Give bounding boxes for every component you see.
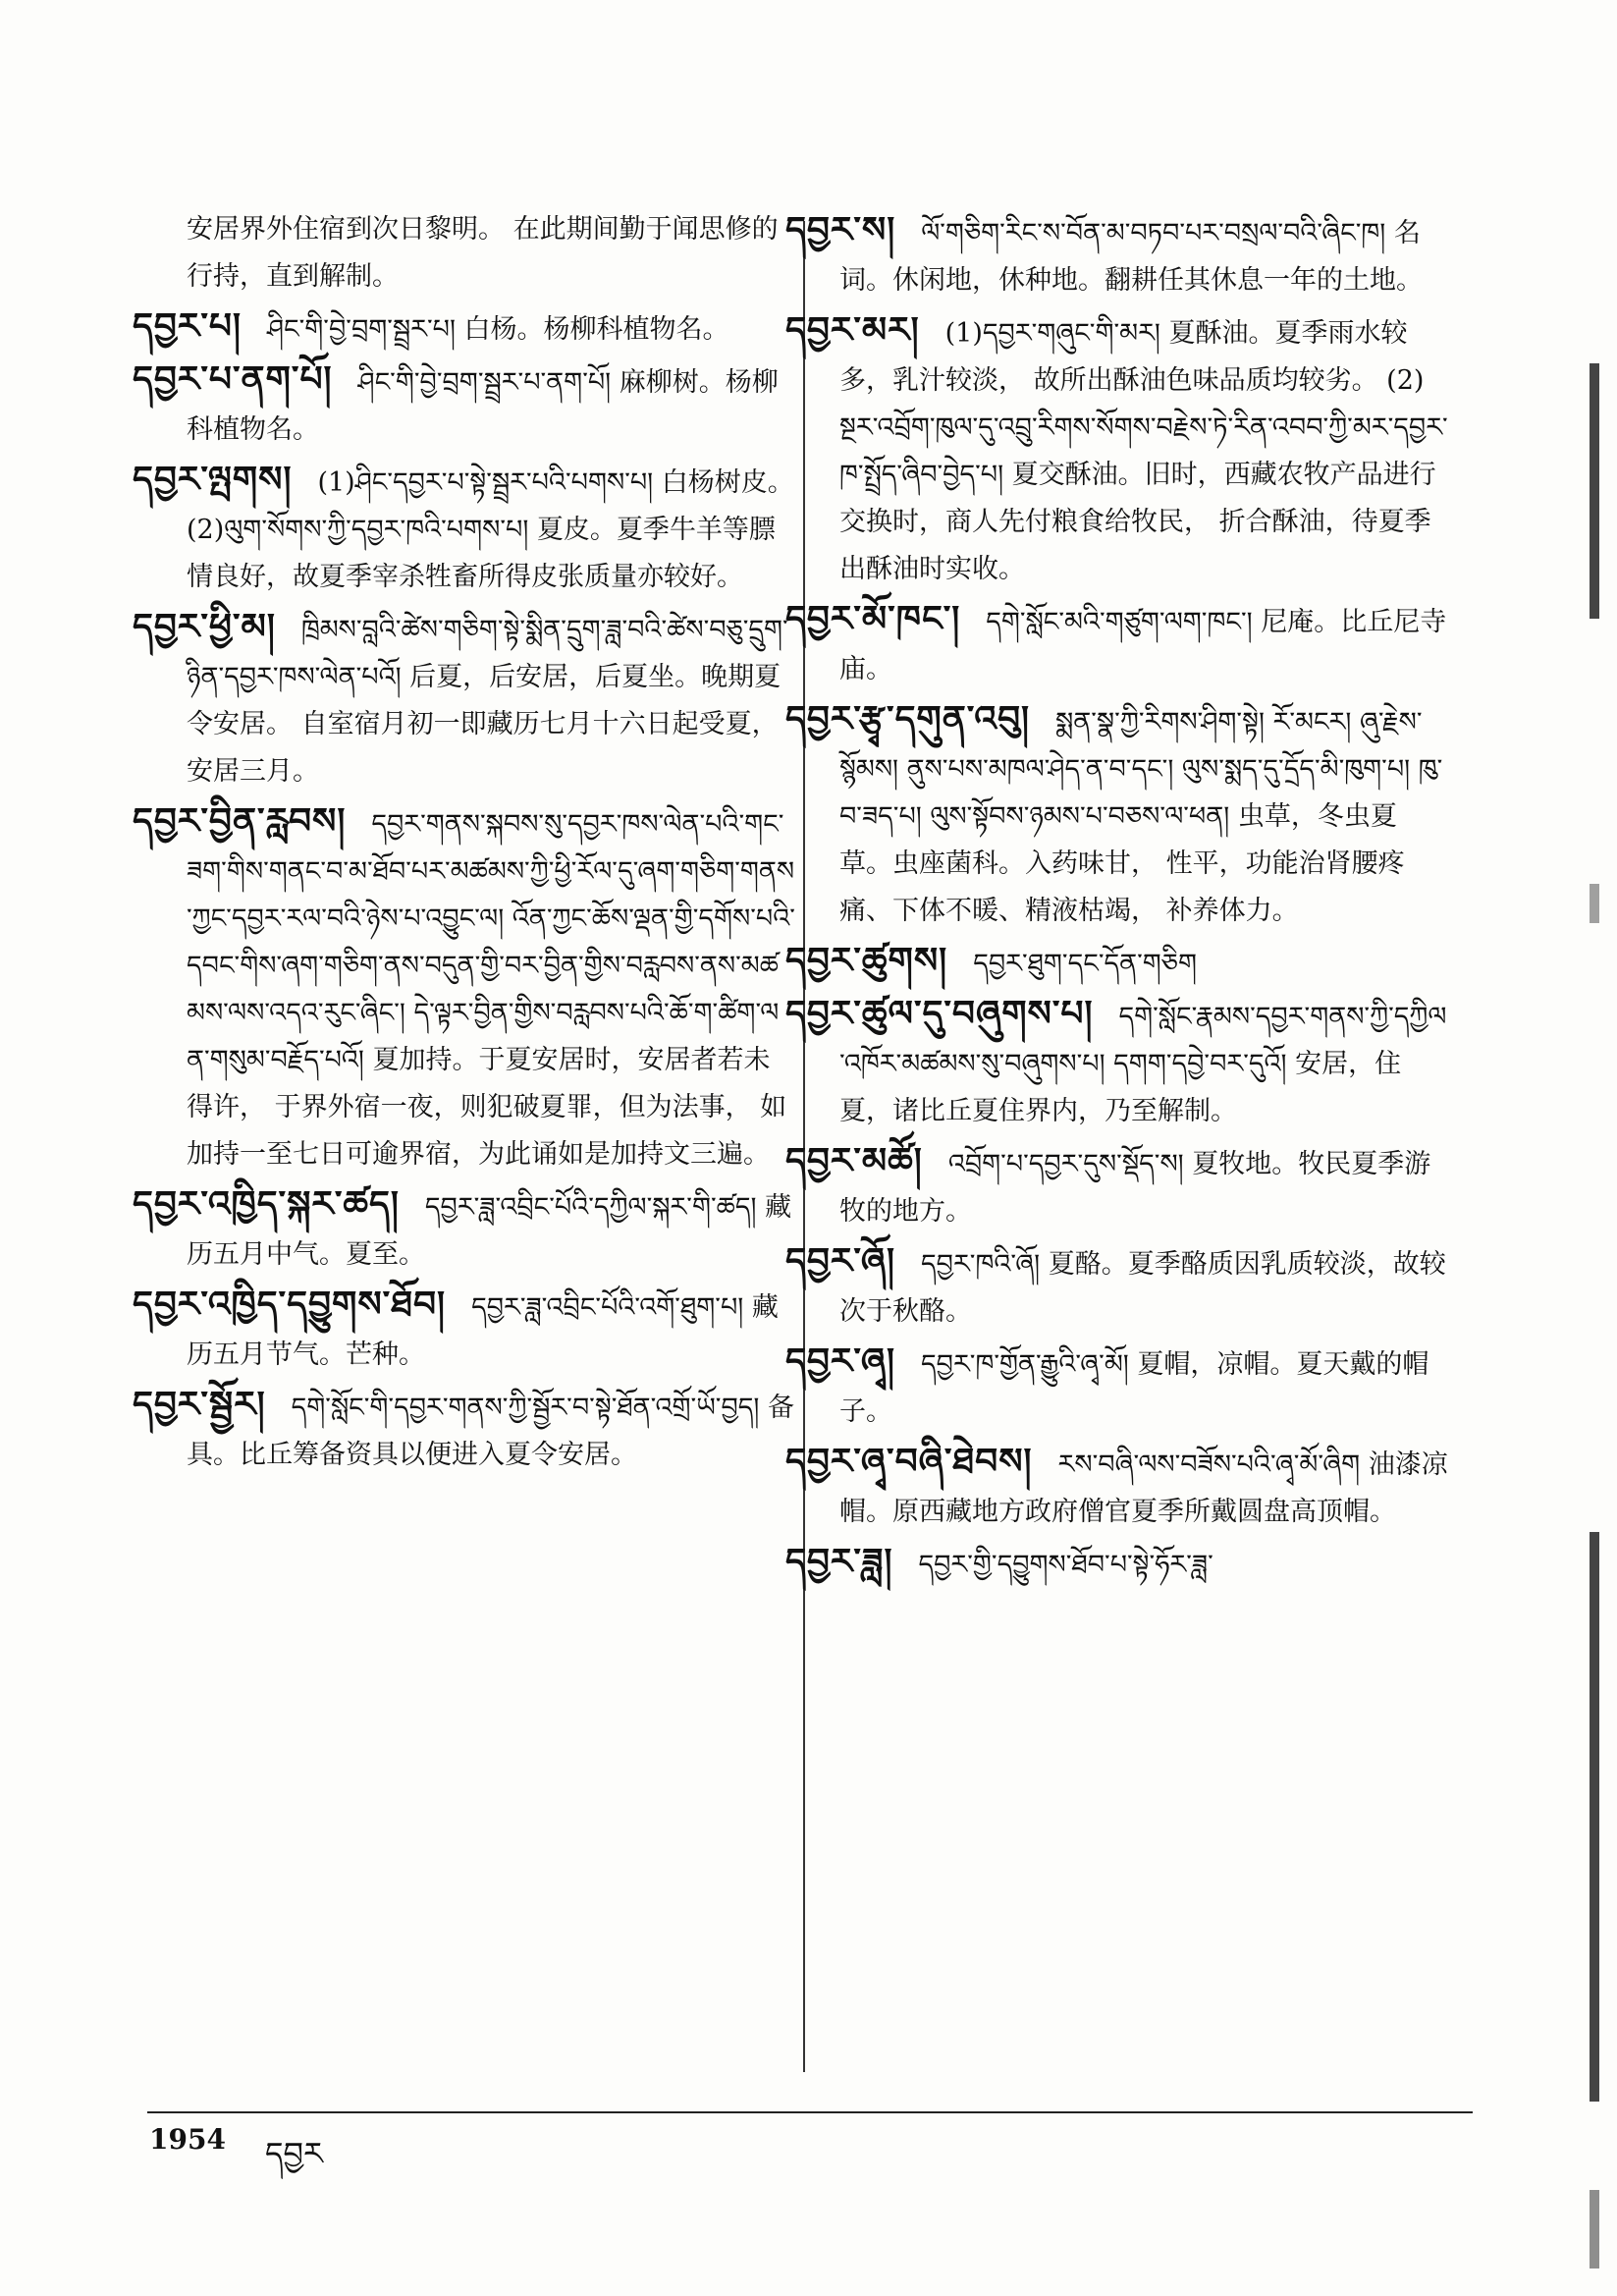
right-column [785, 206, 1448, 1591]
dictionary-entry [133, 355, 795, 454]
entry-headword: དབྱར་ཕྱི་མ། [133, 606, 276, 647]
dictionary-entry [785, 1538, 1448, 1589]
dictionary-entry [785, 695, 1448, 935]
entry-definition: (1)ཤིང་དབྱར་པ་སྟེ་སྦྲར་པའི་པགས་པ། 白杨树皮。 (2)ལུག་སོགས་ཀྱི་དབྱར་ཁའི་པགས་པ། 夏皮。夏季牛羊等膘情良好，故夏季宰杀牲畜所得皮张质量亦较好。 [187, 467, 794, 592]
dictionary-entry [785, 206, 1448, 304]
entry-headword: དབྱར་ཞོ། [785, 1240, 896, 1282]
entry-definition: འབྲོག་པ་དབྱར་དུས་སྡོད་ས། 夏牧地。牧民夏季游牧的地方。 [839, 1149, 1431, 1227]
entry-headword: དབྱར་ལྤགས། [133, 459, 293, 500]
entry-headword: དབྱར་མོ་ཁང་། [785, 598, 961, 639]
entry-headword: དབྱར་མར། [785, 309, 920, 351]
entry-headword: དབྱར་འཁྱིད་སྐར་ཚད། [133, 1183, 400, 1225]
entry-definition: ཤིང་གི་བྱེ་བྲག་སྦྲར་པ། 白杨。杨柳科植物名。 [266, 314, 729, 345]
dictionary-entry [785, 990, 1448, 1135]
dictionary-entry [785, 1237, 1448, 1336]
entry-definition: དགེ་སློང་གི་དབྱར་གནས་ཀྱི་སྦྱོར་བ་སྟེ་ཐོན་འགྲོ་ཡོ་བྱད། 备具。比丘筹备资具以便进入夏令安居。 [187, 1393, 794, 1470]
page-number: 1954 [149, 2123, 226, 2156]
dictionary-entry [133, 1381, 795, 1479]
dictionary-entry [133, 456, 795, 601]
entry-headword: དབྱར་ཞྭ། [785, 1340, 896, 1382]
entry-definition: སྨན་སྣ་ཀྱི་རིགས་ཤིག་སྟེ། རོ་མངར། ཞུ་རྗེས་སྙོམས། ནུས་པས་མཁལ་ཤེད་ན་བ་དང་། ལུས་སྨད་དུ་དྲོད་མི་ཁུག་པ། ཁུ་བ་ཟད་པ། ལུས་སྟོབས་ཉམས་པ་བཅས་ལ་ཕན། 虫草，冬虫夏草。虫座菌科。入药味甘， 性平，功能治肾腰疼痛、下体不暖、精液枯竭， 补养体力。 [839, 707, 1443, 926]
entry-definition: རས་བཞི་ལས་བཟོས་པའི་ཞྭ་མོ་ཞིག 油漆凉帽。原西藏地方政府僧官夏季所戴圆盘高顶帽。 [839, 1449, 1448, 1527]
dictionary-entry [785, 306, 1448, 593]
entry-headword: དབྱར་པ། [133, 305, 242, 347]
scan-edge-mark [1590, 2190, 1599, 2269]
entry-headword: དབྱར་ཚུགས། [785, 940, 948, 981]
dictionary-entry [187, 206, 795, 301]
dictionary-entry [785, 937, 1448, 988]
footer-rule [147, 2111, 1473, 2113]
entry-definition: དབྱར་ཁ་གྱོན་རྒྱུའི་ཞྭ་མོ། 夏帽，凉帽。夏天戴的帽子。 [839, 1349, 1429, 1427]
entry-headword: དབྱར་ཚུལ་དུ་བཞུགས་པ། [785, 993, 1094, 1034]
entry-definition: ལོ་གཅིག་རིང་ས་བོན་མ་བཏབ་པར་བསྲལ་བའི་ཞིང་ཁ། 名词。休闲地，休种地。翻耕任其休息一年的土地。 [839, 218, 1423, 296]
dictionary-entry [133, 603, 795, 795]
entry-headword: དབྱར་ས། [785, 209, 896, 250]
entry-definition: 安居界外住宿到次日黎明。 在此期间勤于闻思修的行持，直到解制。 [187, 214, 779, 292]
dictionary-entry [133, 1281, 795, 1379]
entry-definition: ཁྲིམས་བླའི་ཚེས་གཅིག་སྟེ་སྨིན་དྲུག་ཟླ་བའི་ཚེས་བཅུ་དྲུག་ཉིན་དབྱར་ཁས་ལེན་པའོ། 后夏，后安居，后夏坐。晚期夏令安居。 自室宿月初一即藏历七月十六日起受夏，安居三月。 [187, 615, 788, 787]
entry-definition: དབྱར་ཟླ་འབྲིང་པོའི་དཀྱིལ་སྐར་གི་ཚད། 藏历五月中气。夏至。 [187, 1192, 792, 1270]
entry-definition: དབྱར་ཁའི་ཞོ། 夏酪。夏季酪质因乳质较淡，故较次于秋酪。 [839, 1249, 1446, 1327]
dictionary-entry [785, 1338, 1448, 1436]
entry-definition: དབྱར་ཟླ་འབྲིང་པོའི་འགོ་ཐུག་པ། 藏历五月节气。芒种。 [187, 1292, 779, 1370]
dictionary-entry [785, 1438, 1448, 1536]
entry-headword: དབྱར་རྩྭ་དགུན་འབུ། [785, 698, 1031, 739]
scan-edge-mark [1590, 1532, 1599, 2102]
dictionary-entry [785, 1137, 1448, 1235]
entry-headword: དབྱར་འཁྱིད་དབྱུགས་ཐོབ། [133, 1284, 447, 1325]
running-head: དབྱར [265, 2135, 323, 2172]
entry-definition: དབྱར་གནས་སྐབས་སུ་དབྱར་ཁས་ལེན་པའི་གང་ཟག་གིས་གནང་བ་མ་ཐོབ་པར་མཚམས་ཀྱི་ཕྱི་རོལ་དུ་ཞག་གཅིག་གནས་ཀྱང་དབྱར་རལ་བའི་ཉེས་པ་འབྱུང་ལ། འོན་ཀྱང་ཆོས་ལྡན་གྱི་དགོས་པའི་དབང་གིས་ཞག་གཅིག་ནས་བདུན་གྱི་བར་བྱིན་གྱིས་བརླབས་ནས་མཚམས་ལས་འདའ་རུང་ཞིང་། དེ་ལྟར་བྱིན་གྱིས་བརླབས་པའི་ཆོ་ག་ཚིག་ལན་གསུམ་བརྗོད་པའོ། 夏加持。于夏安居时，安居者若未得许， 于界外宿一夜，则犯破夏罪，但为法事， 如加持一至七日可逾界宿，为此诵如是加持文三遍。 [187, 809, 795, 1170]
entry-definition: (1)དབྱར་གཞུང་གི་མར། 夏酥油。夏季雨水较多，乳汁较淡， 故所出酥油色味品质均较劣。 (2)སྔར་འབྲོག་ཁུལ་དུ་འབྲུ་རིགས་སོགས་བརྗེས་ཏེ་རིན་འབབ་ཀྱི་མར་དབྱར་ཁ་སྤྲོད་ཞིབ་བྱེད་པ། 夏交酥油。旧时，西藏农牧产品进行交换时，商人先付粮食给牧民， 折合酥油，待夏季出酥油时实收。 [839, 318, 1448, 584]
entry-headword: དབྱར་ཟླ། [785, 1541, 893, 1582]
entry-headword: དབྱར་ཞྭ་བཞི་ཐེབས། [785, 1441, 1033, 1482]
dictionary-entry [133, 302, 795, 354]
entry-headword: དབྱར་པ་ནག་པོ། [133, 358, 333, 400]
entry-definition: ཤིང་གི་བྱེ་བྲག་སྦྲར་པ་ནག་པོ། 麻柳树。杨柳科植物名。 [187, 367, 779, 445]
entry-definition: དགེ་སློང་མའི་གཙུག་ལག་ཁང་། 尼庵。比丘尼寺庙。 [839, 607, 1447, 684]
entry-headword: དབྱར་བྱིན་རླབས། [133, 800, 347, 842]
left-column [133, 206, 795, 1481]
dictionary-entry [785, 595, 1448, 693]
entry-definition: དབྱར་གྱི་དབྱུགས་ཐོབ་པ་སྟེ་ཧོར་ཟླ་ [918, 1550, 1213, 1580]
scan-edge-mark [1590, 363, 1599, 619]
scan-edge-mark [1590, 884, 1599, 923]
entry-definition: དབྱར་ཐུག་དང་དོན་གཅིག [973, 949, 1197, 979]
dictionary-entry [133, 1180, 795, 1279]
entry-definition: དགེ་སློང་རྣམས་དབྱར་གནས་ཀྱི་དཀྱིལ་འཁོར་མཚམས་སུ་བཞུགས་པ། དགག་དབྱེ་བར་དུའོ། 安居，住夏，诸比丘夏住界内，乃至解制。 [839, 1002, 1447, 1126]
entry-headword: དབྱར་མཚོ། [785, 1140, 923, 1181]
entry-headword: དབྱར་སྦྱོར། [133, 1384, 266, 1425]
dictionary-entry [133, 797, 795, 1178]
